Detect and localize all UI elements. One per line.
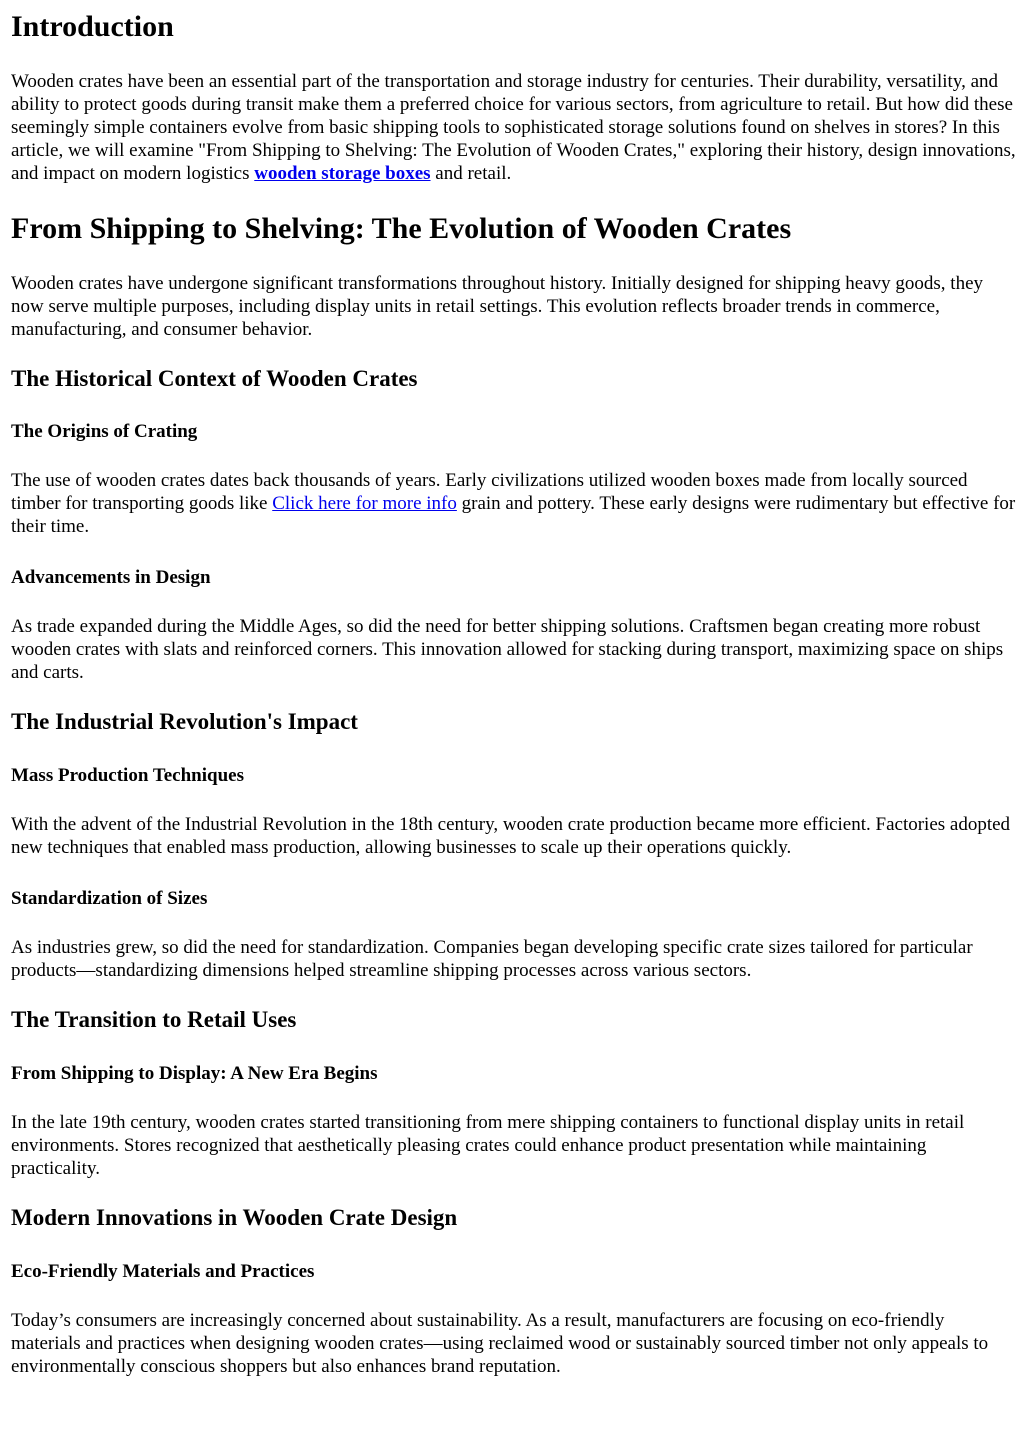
- historical-heading: The Historical Context of Wooden Crates: [11, 366, 418, 391]
- intro-paragraph: [11, 70, 1016, 185]
- display-paragraph: In the late 19th century, wooden crates started transitioning from mere shipping containers to functional display units in retail environments. Stores recognized that aesthetically pleasing crates could enhance product presentation while maintaining practicality.: [11, 1112, 965, 1179]
- retail-heading: The Transition to Retail Uses: [11, 1007, 297, 1032]
- origins-text-before-link: The use of wooden crates dates back thousands of years. Early civilizations utilized wooden boxes made from locally sourced timber for transporting goods like: [11, 470, 968, 514]
- origins-paragraph: [11, 469, 1016, 538]
- evolution-paragraph: Wooden crates have undergone significant transformations throughout history. Initially designed for shipping heavy goods, they now serve multiple purposes, including display units in retail settings. This evolution reflects broader trends in commerce, manufacturing, and consumer behavior.: [11, 273, 984, 340]
- origins-heading: The Origins of Crating: [11, 421, 198, 442]
- origins-text-after-link: grain and pottery. These early designs were rudimentary but effective for their time.: [11, 493, 1016, 537]
- intro-text-before-link: Wooden crates have been an essential part of the transportation and storage industry for centuries. Their durability, versatility, and ability to protect goods during transit make them a preferred choice for various sectors, from agriculture to retail. But how did these seemingly simple containers evolve from basic shipping tools to sophisticated storage solutions found on shelves in stores? In this article, we will examine "From Shipping to Shelving: The Evolution of Wooden Crates," exploring their history, design innovations, and impact on modern logistics: [11, 71, 1016, 184]
- modern-heading: Modern Innovations in Wooden Crate Design: [11, 1205, 458, 1230]
- advancements-heading: Advancements in Design: [11, 567, 211, 588]
- standardization-paragraph: As industries grew, so did the need for standardization. Companies began developing specific crate sizes tailored for particular products—standardizing dimensions helped streamline shipping processes across various sectors.: [11, 937, 973, 981]
- eco-paragraph: Today’s consumers are increasingly concerned about sustainability. As a result, manufacturers are focusing on eco-friendly materials and practices when designing wooden crates—using reclaimed wood or sustainably sourced timber not only appeals to environmentally conscious shoppers but also enhances brand reputation.: [11, 1310, 989, 1377]
- standardization-heading: Standardization of Sizes: [11, 888, 208, 909]
- industrial-heading: The Industrial Revolution's Impact: [11, 709, 358, 734]
- evolution-heading: From Shipping to Shelving: The Evolution of Wooden Crates: [11, 212, 792, 245]
- mass-production-paragraph: With the advent of the Industrial Revolution in the 18th century, wooden crate production became more efficient. Factories adopted new techniques that enabled mass production, allowing businesses to scale up their operations quickly.: [11, 814, 1011, 858]
- advancements-paragraph: As trade expanded during the Middle Ages, so did the need for better shipping solutions. Craftsmen began creating more robust wooden crates with slats and reinforced corners. This innovation allowed for stacking during transport, maximizing space on ships and carts.: [11, 616, 1004, 683]
- intro-text-after-link: and retail.: [430, 163, 512, 184]
- wooden-storage-boxes-link[interactable]: wooden storage boxes: [254, 163, 431, 184]
- eco-heading: Eco-Friendly Materials and Practices: [11, 1261, 315, 1282]
- mass-production-heading: Mass Production Techniques: [11, 765, 244, 786]
- more-info-link[interactable]: Click here for more info: [272, 493, 457, 514]
- intro-heading: Introduction: [11, 10, 174, 43]
- article: [0, 9, 1024, 1378]
- display-heading: From Shipping to Display: A New Era Begins: [11, 1063, 378, 1084]
